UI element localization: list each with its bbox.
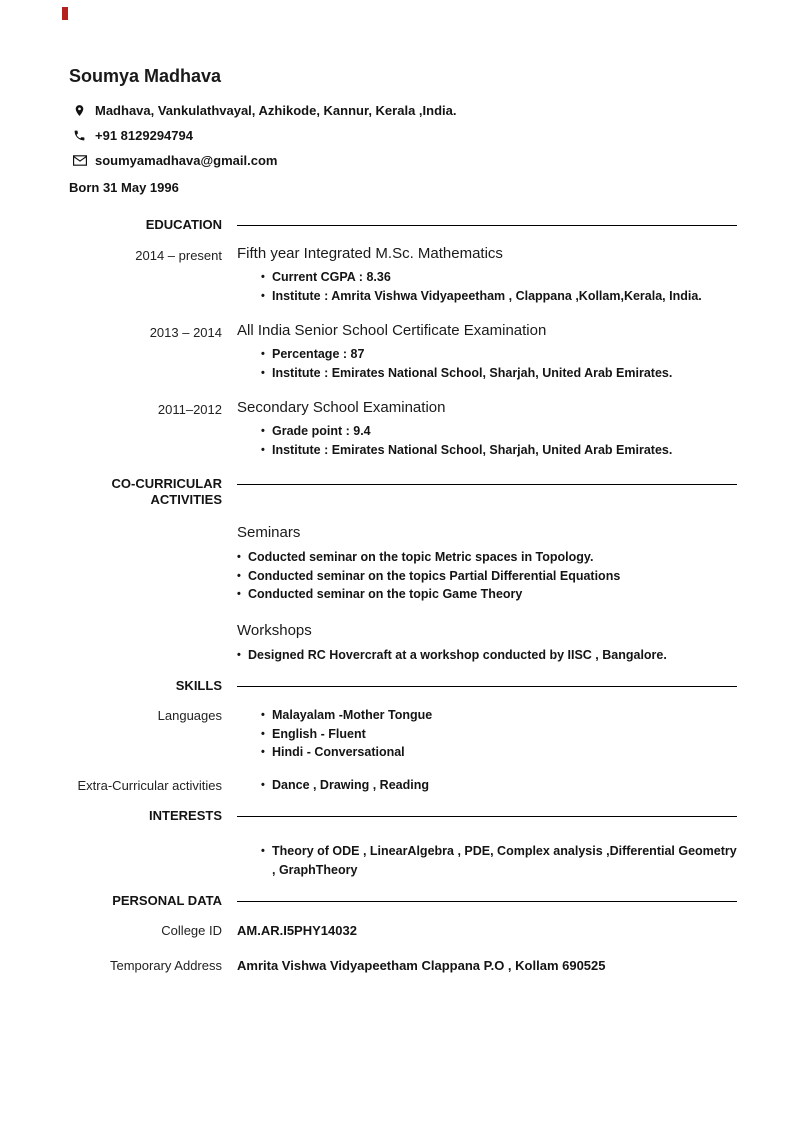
entry-bullet-list xyxy=(237,268,737,305)
bullet-item: • Conducted seminar on the topics Partial Differential Equations xyxy=(237,567,737,586)
person-name: Soumya Madhava xyxy=(69,66,222,86)
section-header-education xyxy=(0,217,737,233)
entry-bullet-list xyxy=(237,345,737,382)
temporary-address-value: Amrita Vishwa Vidyapeetham Clappana P.O , Kollam 690525 xyxy=(237,958,606,973)
extracurricular-bullet-list xyxy=(237,776,737,795)
section-title-education: EDUCATION xyxy=(145,217,222,232)
bullet-item: • Malayalam -Mother Tongue xyxy=(261,706,737,725)
entry-title: Fifth year Integrated M.Sc. Mathematics xyxy=(237,245,503,262)
personal-row-college-id xyxy=(0,921,737,938)
skills-row-languages xyxy=(0,706,737,762)
entry-body xyxy=(237,399,737,459)
section-title-skills: SKILLS xyxy=(175,678,222,693)
skills-row-extracurricular xyxy=(0,776,737,795)
personal-body xyxy=(237,956,737,973)
personal-label: College ID xyxy=(161,923,222,938)
section-header-skills xyxy=(0,678,737,694)
interests-row xyxy=(0,842,737,879)
resume-body xyxy=(0,217,737,973)
entry-period: 2011–2012 xyxy=(157,402,222,417)
education-entry xyxy=(0,322,737,382)
bullet-item: • Theory of ODE , LinearAlgebra , PDE, Complex analysis ,Differential Geometry , GraphTheory xyxy=(261,842,737,879)
college-id-value: AM.AR.I5PHY14032 xyxy=(237,923,357,938)
section-cocurricular xyxy=(0,476,737,664)
section-title-cocurricular: CO-CURRICULAR ACTIVITIES xyxy=(111,476,222,507)
section-header-interests xyxy=(0,808,737,824)
section-header-cocurricular xyxy=(0,476,737,508)
section-title-personal-data: PERSONAL DATA xyxy=(112,893,222,908)
bullet-item: • Institute : Emirates National School, Sharjah, United Arab Emirates. xyxy=(261,441,737,460)
skills-label: Languages xyxy=(157,708,222,723)
red-marker xyxy=(62,7,68,20)
interests-label-empty xyxy=(0,842,222,879)
bullet-item: • Dance , Drawing , Reading xyxy=(261,776,737,795)
interests-bullet-list xyxy=(237,842,737,879)
entry-period: 2013 – 2014 xyxy=(149,325,222,340)
section-personal-data xyxy=(0,893,737,973)
entry-title: Secondary School Examination xyxy=(237,399,446,416)
section-rule xyxy=(237,901,737,902)
personal-label: Temporary Address xyxy=(110,958,222,973)
email-text: soumyamadhava@gmail.com xyxy=(95,153,278,168)
location-pin-icon xyxy=(72,103,87,118)
section-skills xyxy=(0,678,737,794)
languages-bullet-list xyxy=(237,706,737,762)
bullet-item: • English - Fluent xyxy=(261,725,737,744)
bullet-item: • Grade point : 9.4 xyxy=(261,422,737,441)
group-title-workshops: Workshops xyxy=(237,621,312,639)
contact-address-row xyxy=(69,103,737,118)
section-rule xyxy=(237,484,737,485)
bullet-item: • Institute : Emirates National School, Sharjah, United Arab Emirates. xyxy=(261,364,737,383)
personal-body xyxy=(237,921,737,938)
bullet-item: • Percentage : 87 xyxy=(261,345,737,364)
contact-phone-row xyxy=(69,128,737,143)
section-rule xyxy=(237,686,737,687)
seminars-bullet-list xyxy=(237,548,737,604)
phone-icon xyxy=(72,128,87,143)
skills-body xyxy=(237,706,737,762)
bullet-item: • Current CGPA : 8.36 xyxy=(261,268,737,287)
address-text: Madhava, Vankulathvayal, Azhikode, Kannur, Kerala ,India. xyxy=(95,103,457,118)
resume-header xyxy=(0,66,737,195)
birthdate: Born 31 May 1996 xyxy=(69,180,179,195)
contact-email-row xyxy=(69,153,737,168)
entry-body xyxy=(237,245,737,305)
section-education xyxy=(0,217,737,459)
education-entry xyxy=(0,245,737,305)
education-entry xyxy=(0,399,737,459)
skills-label: Extra-Curricular activities xyxy=(77,777,222,793)
interests-body xyxy=(237,842,737,879)
cocurricular-body xyxy=(237,524,737,664)
bullet-item: • Institute : Amrita Vishwa Vidyapeetham , Clappana ,Kollam,Kerala, India. xyxy=(261,287,737,306)
group-title-seminars: Seminars xyxy=(237,524,301,541)
entry-title: All India Senior School Certificate Examination xyxy=(237,322,547,339)
entry-bullet-list xyxy=(237,422,737,459)
skills-body xyxy=(237,776,737,795)
bullet-item: • Conducted seminar on the topic Game Theory xyxy=(237,585,737,604)
workshops-bullet-list xyxy=(237,646,737,665)
entry-period: 2014 – present xyxy=(135,248,222,263)
section-interests xyxy=(0,808,737,879)
section-rule xyxy=(237,816,737,817)
personal-row-temporary-address xyxy=(0,956,737,973)
phone-text: +91 8129294794 xyxy=(95,128,193,143)
bullet-item: • Hindi - Conversational xyxy=(261,743,737,762)
bullet-item: • Designed RC Hovercraft at a workshop conducted by IISC , Bangalore. xyxy=(237,646,737,665)
entry-body xyxy=(237,322,737,382)
section-header-personal-data xyxy=(0,893,737,909)
bullet-item: • Coducted seminar on the topic Metric spaces in Topology. xyxy=(237,548,737,567)
section-rule xyxy=(237,225,737,226)
email-icon xyxy=(72,153,87,168)
section-title-interests: INTERESTS xyxy=(149,808,222,823)
